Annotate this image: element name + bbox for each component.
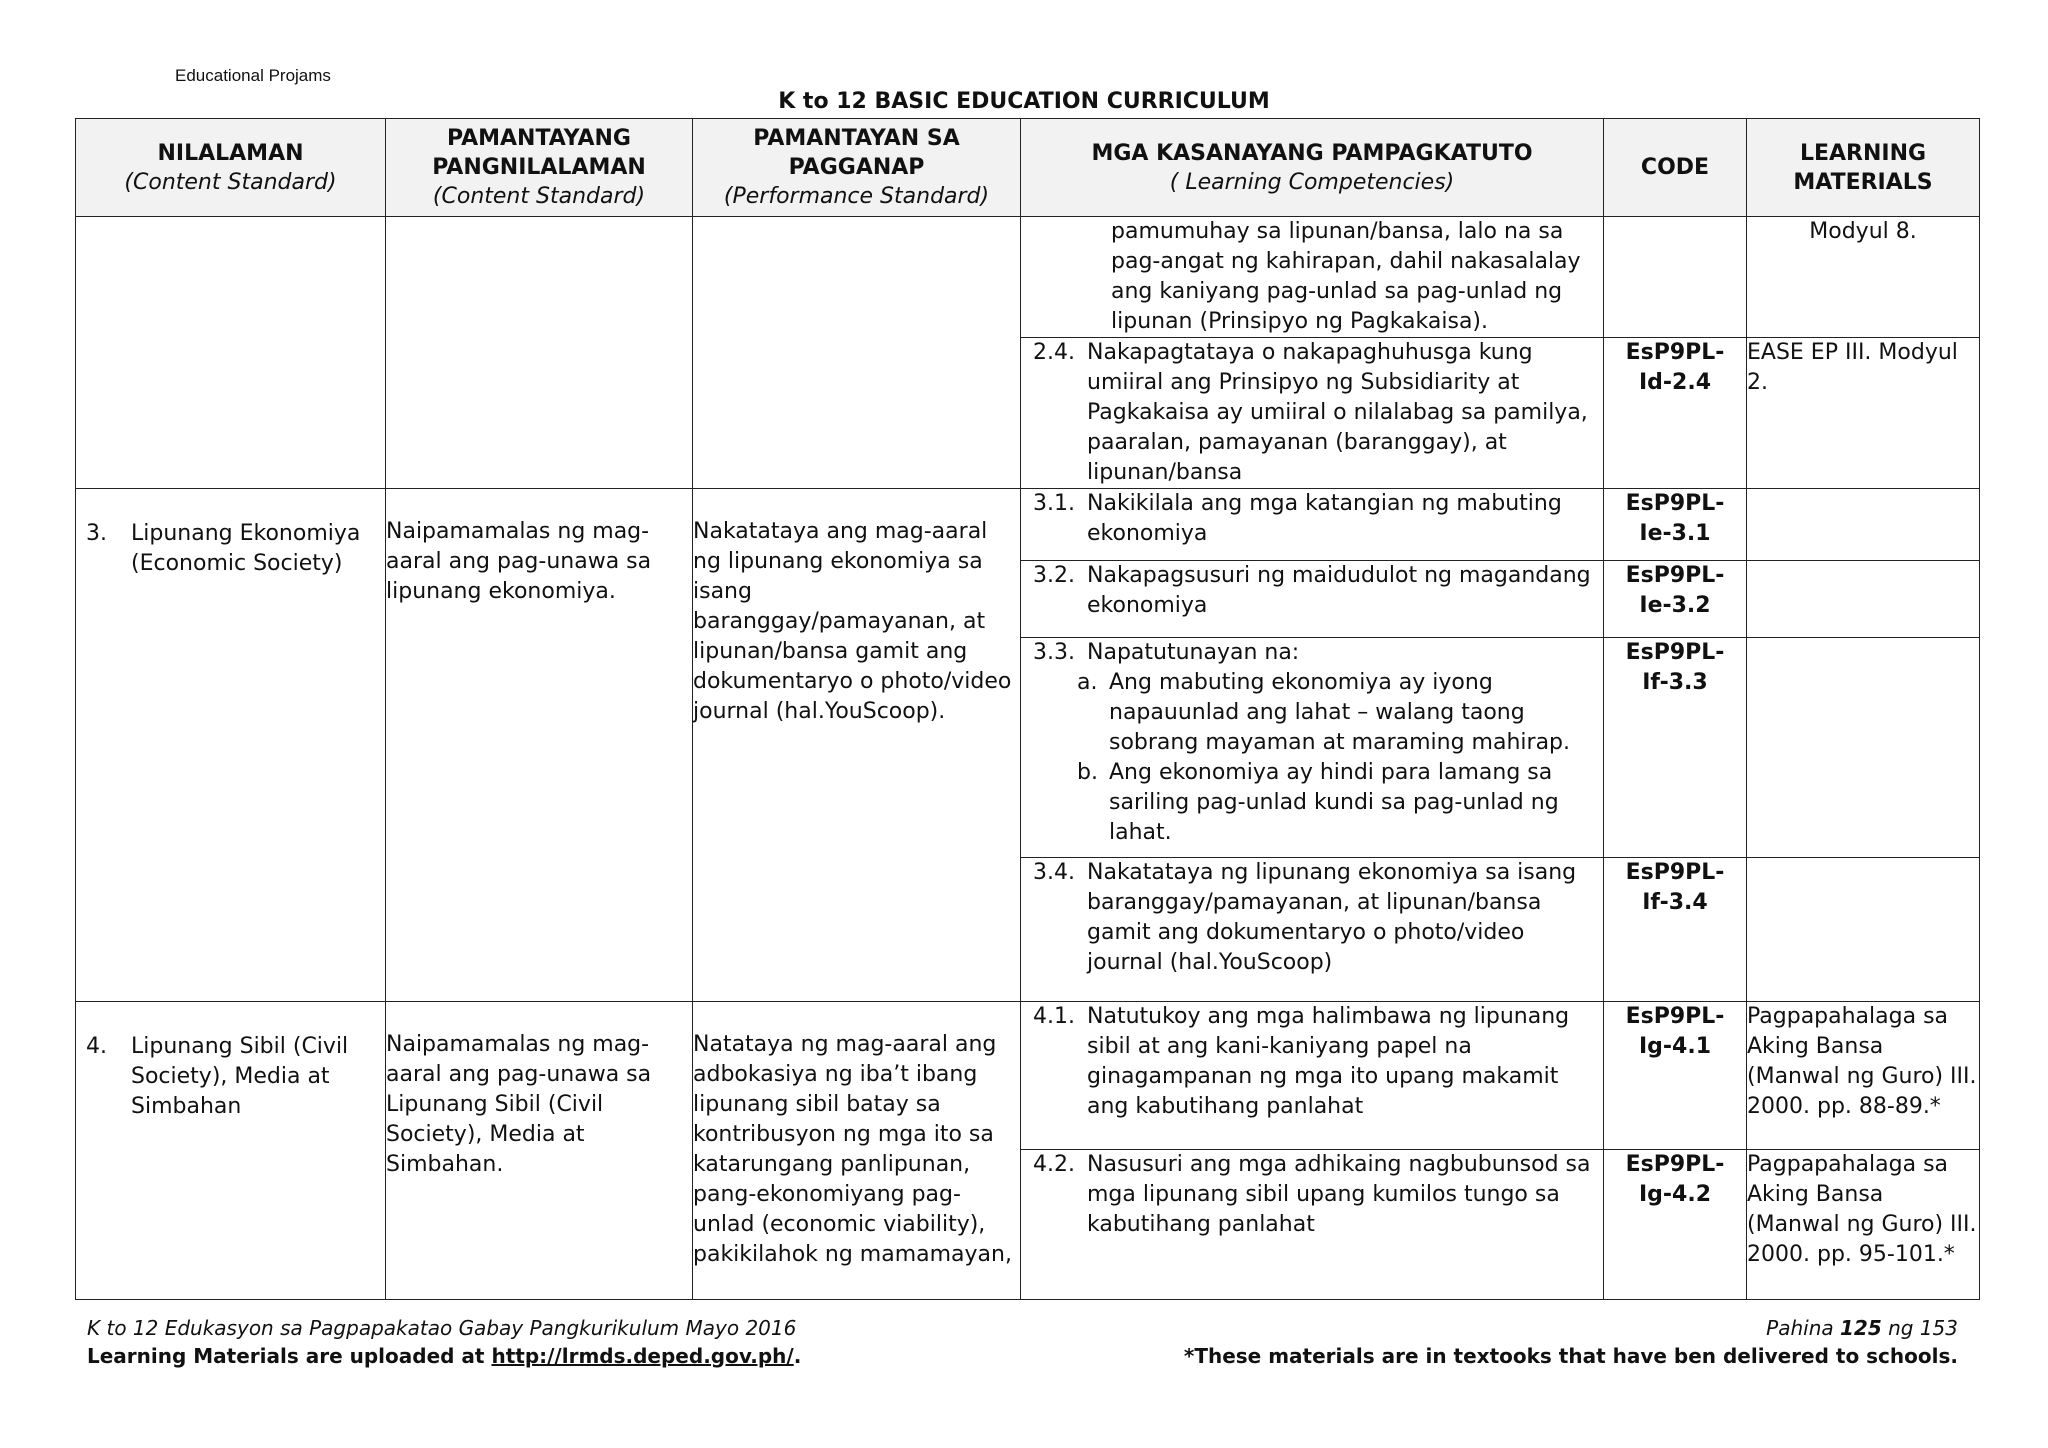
col-header-code bbox=[1604, 119, 1747, 217]
material-cell bbox=[1747, 638, 1980, 858]
code-text: Ie-3.2 bbox=[1639, 593, 1711, 618]
footer-upload-link[interactable]: http://lrmds.deped.gov.ph/ bbox=[491, 1344, 794, 1368]
table-header-row bbox=[76, 119, 1980, 217]
document-title: K to 12 BASIC EDUCATION CURRICULUM bbox=[778, 89, 1270, 114]
competency-number: 2.4. bbox=[1033, 340, 1075, 365]
page-number: 125 bbox=[1839, 1316, 1882, 1340]
competency-cell bbox=[1021, 1002, 1604, 1150]
competency-cell bbox=[1021, 338, 1604, 489]
material-cell bbox=[1747, 1150, 1980, 1300]
footer-upload-suffix: . bbox=[793, 1344, 802, 1368]
competency-cell bbox=[1021, 561, 1604, 638]
material-cell bbox=[1747, 1002, 1980, 1150]
footer-right bbox=[1184, 1314, 1958, 1370]
col-header-subtitle: ( Learning Competencies) bbox=[1169, 169, 1455, 195]
code-text: EsP9PL- bbox=[1625, 1152, 1725, 1177]
material-cell bbox=[1747, 217, 1980, 338]
col-header-subtitle: (Performance Standard) bbox=[723, 184, 990, 209]
col-header-title: NILALAMAN bbox=[157, 140, 304, 166]
code-text: If-3.3 bbox=[1642, 670, 1708, 695]
col-header-title: PAMANTAYANG PANGNILALAMAN bbox=[432, 126, 646, 180]
table-row bbox=[76, 1002, 1980, 1150]
table-row bbox=[76, 489, 1980, 561]
content-standard-cell bbox=[386, 1002, 693, 1300]
code-text: EsP9PL- bbox=[1625, 640, 1725, 665]
sub-item bbox=[1077, 668, 1603, 758]
performance-standard-text: Natataya ng mag-aaral ang adbokasiya ng iba’t ibang lipunang sibil batay sa kontribusyon ng mga ito sa katarungang panlipunan, pang-ekonomiyang pag-unlad (economic viability), pakikilahok ng mamamayan, bbox=[693, 1032, 1012, 1267]
section-content: Lipunang Sibil (Civil Society), Media at Simbahan bbox=[131, 1034, 349, 1119]
material-text: EASE EP III. Modyul 2. bbox=[1747, 340, 1958, 395]
performance-standard-text: Nakatataya ang mag-aaral ng lipunang ekonomiya sa isang baranggay/pamayanan, at lipunan/bansa gamit ang dokumentaryo o photo/video journal (hal.YouScoop). bbox=[693, 519, 1012, 724]
material-text: Pagpapahalaga sa Aking Bansa (Manwal ng Guro) III. 2000. pp. 88-89.* bbox=[1747, 1004, 1977, 1119]
page-word: Pahina bbox=[1766, 1316, 1840, 1340]
sub-item-text: Ang mabuting ekonomiya ay iyong napauunlad ang lahat – walang taong sobrang mayaman at maraming mahirap. bbox=[1109, 670, 1571, 755]
code-cell bbox=[1604, 338, 1747, 489]
competency-text: Natutukoy ang mga halimbawa ng lipunang sibil at ang kani-kaniyang papel na ginagampanan ng mga ito upang makamit ang kabutihang panlahat bbox=[1087, 1004, 1570, 1119]
material-cell bbox=[1747, 561, 1980, 638]
code-text: Ig-4.1 bbox=[1638, 1034, 1712, 1059]
curriculum-table bbox=[75, 118, 1980, 1300]
code-cell bbox=[1604, 1150, 1747, 1300]
col-header-subtitle: (Content Standard) bbox=[124, 169, 337, 195]
col-header-title: MGA KASANAYANG PAMPAGKATUTO bbox=[1091, 140, 1533, 166]
col-header-subtitle: (Content Standard) bbox=[432, 184, 646, 209]
content-standard-cell bbox=[386, 489, 693, 1002]
section-number: 3. bbox=[86, 521, 107, 546]
col-header-performance-standard bbox=[693, 119, 1021, 217]
code-text: EsP9PL- bbox=[1625, 491, 1725, 516]
material-cell bbox=[1747, 338, 1980, 489]
code-text: If-3.4 bbox=[1642, 890, 1708, 915]
sub-item-letter: b. bbox=[1077, 760, 1098, 785]
competency-cell bbox=[1021, 489, 1604, 561]
competency-cell bbox=[1021, 858, 1604, 1002]
competency-number: 4.2. bbox=[1033, 1152, 1075, 1177]
footer-left bbox=[87, 1314, 801, 1370]
code-cell bbox=[1604, 858, 1747, 1002]
col-header-competencies bbox=[1021, 119, 1604, 217]
empty-cell bbox=[693, 217, 1021, 489]
section-number: 4. bbox=[86, 1034, 107, 1059]
col-header-content bbox=[76, 119, 386, 217]
page-indicator bbox=[1184, 1314, 1958, 1342]
code-cell bbox=[1604, 489, 1747, 561]
footer-upload-line bbox=[87, 1342, 801, 1370]
code-cell bbox=[1604, 1002, 1747, 1150]
competency-number: 3.1. bbox=[1033, 491, 1075, 516]
competency-text: Nakikilala ang mga katangian ng mabuting ekonomiya bbox=[1087, 491, 1562, 546]
sub-item bbox=[1077, 758, 1603, 848]
competency-cell bbox=[1021, 217, 1604, 338]
header-note: Educational Projams bbox=[175, 66, 331, 85]
competency-text: Nasusuri ang mga adhikaing nagbubunsod sa mga lipunang sibil upang kumilos tungo sa kabutihang panlahat bbox=[1087, 1152, 1591, 1237]
content-standard-text: Naipamamalas ng mag-aaral ang pag-unawa sa lipunang ekonomiya. bbox=[386, 519, 652, 604]
col-header-content-standard bbox=[386, 119, 693, 217]
code-text: Ig-4.2 bbox=[1638, 1182, 1712, 1207]
competency-text: Nakatataya ng lipunang ekonomiya sa isang baranggay/pamayanan, at lipunan/bansa gamit ang dokumentaryo o photo/video journal (hal.YouScoop) bbox=[1087, 860, 1577, 975]
empty-cell bbox=[76, 217, 386, 489]
content-cell bbox=[76, 489, 386, 1002]
competency-cell bbox=[1021, 1150, 1604, 1300]
competency-cell bbox=[1021, 638, 1604, 858]
footer-guide: K to 12 Edukasyon sa Pagpapakatao Gabay Pangkurikulum Mayo 2016 bbox=[87, 1316, 797, 1340]
competency-number: 3.4. bbox=[1033, 860, 1075, 885]
sub-item-text: Ang ekonomiya ay hindi para lamang sa sariling pag-unlad kundi sa pag-unlad ng lahat. bbox=[1109, 760, 1559, 845]
code-text: Id-2.4 bbox=[1638, 370, 1712, 395]
code-text: EsP9PL- bbox=[1625, 860, 1725, 885]
performance-standard-cell bbox=[693, 489, 1021, 1002]
code-text: EsP9PL- bbox=[1625, 563, 1725, 588]
footer-upload-prefix: Learning Materials are uploaded at bbox=[87, 1344, 492, 1368]
code-cell bbox=[1604, 638, 1747, 858]
material-text: Pagpapahalaga sa Aking Bansa (Manwal ng Guro) III. 2000. pp. 95-101.* bbox=[1747, 1152, 1977, 1267]
content-standard-text: Naipamamalas ng mag-aaral ang pag-unawa sa Lipunang Sibil (Civil Society), Media at Simbahan. bbox=[386, 1032, 652, 1177]
section-content: Lipunang Ekonomiya (Economic Society) bbox=[131, 521, 361, 576]
col-header-title: PAMANTAYAN SA PAGGANAP bbox=[753, 126, 960, 180]
col-header-title: LEARNING MATERIALS bbox=[1793, 140, 1933, 195]
content-cell bbox=[76, 1002, 386, 1300]
competency-number: 4.1. bbox=[1033, 1004, 1075, 1029]
col-header-title: CODE bbox=[1640, 155, 1710, 180]
competency-number: 3.3. bbox=[1033, 640, 1075, 665]
col-header-materials bbox=[1747, 119, 1980, 217]
performance-standard-cell bbox=[693, 1002, 1021, 1300]
competency-number: 3.2. bbox=[1033, 563, 1075, 588]
code-cell bbox=[1604, 561, 1747, 638]
code-text: Ie-3.1 bbox=[1639, 521, 1711, 546]
table-row bbox=[76, 217, 1980, 338]
page-of: ng 153 bbox=[1881, 1316, 1958, 1340]
code-cell bbox=[1604, 217, 1747, 338]
competency-text: Nakapagtataya o nakapaghuhusga kung umiiral ang Prinsipyo ng Subsidiarity at Pagkakaisa ay umiiral o nilalabag sa pamilya, paaralan, pamayanan (baranggay), at lipunan/bansa bbox=[1087, 340, 1588, 485]
code-text: EsP9PL- bbox=[1625, 1004, 1725, 1029]
footer-note: *These materials are in textooks that have ben delivered to schools. bbox=[1183, 1344, 1958, 1368]
competency-text: Nakapagsusuri ng maidudulot ng magandang ekonomiya bbox=[1087, 563, 1591, 618]
competency-continuation: pamumuhay sa lipunan/bansa, lalo na sa pag-angat ng kahirapan, dahil nakasalalay ang kaniyang pag-unlad sa pag-unlad ng lipunan (Prinsipyo ng Pagkakaisa). bbox=[1111, 219, 1581, 334]
material-cell bbox=[1747, 858, 1980, 1002]
material-cell bbox=[1747, 489, 1980, 561]
empty-cell bbox=[386, 217, 693, 489]
material-text: Modyul 8. bbox=[1809, 219, 1917, 244]
competency-text: Napatutunayan na: bbox=[1087, 640, 1300, 665]
code-text: EsP9PL- bbox=[1625, 340, 1725, 365]
sub-item-letter: a. bbox=[1077, 670, 1098, 695]
